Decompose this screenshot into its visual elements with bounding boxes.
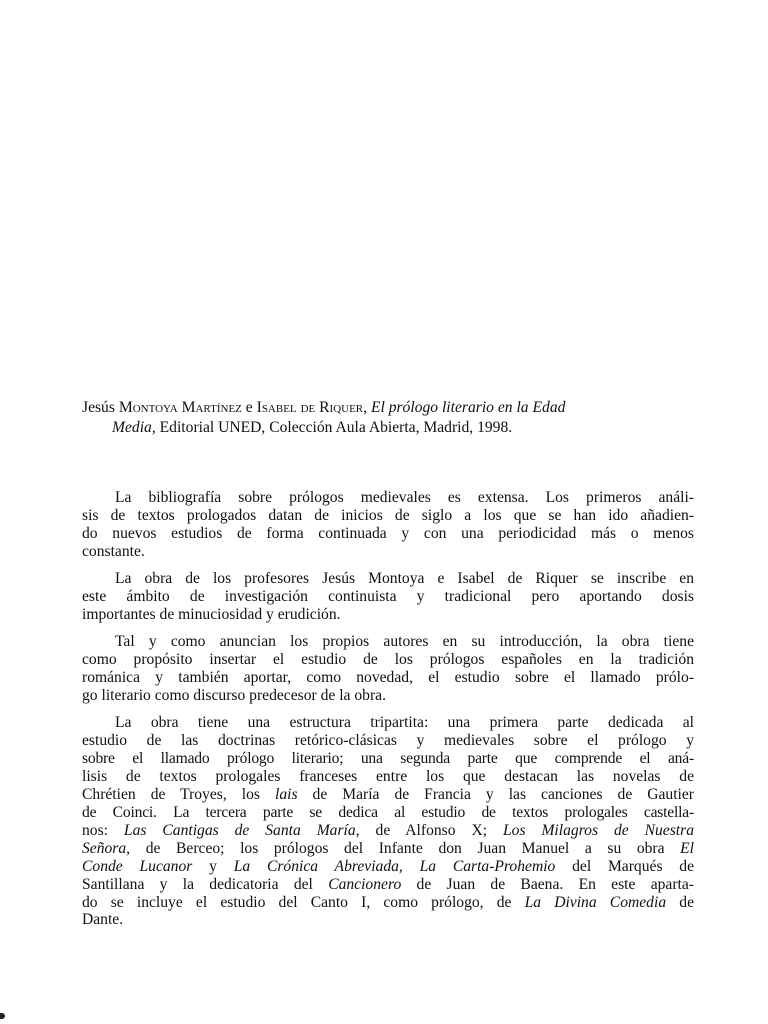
- text-segment: Chrétien de Troyes, los: [82, 786, 260, 804]
- book-citation: [82, 398, 694, 438]
- paragraph-line: constante.: [82, 542, 145, 560]
- paragraph-line: La obra de los profesores Jesús Montoya e Isabel de Riquer se inscribe en: [115, 570, 694, 588]
- paragraph-line: sobre el llamado prólogo literario; una segunda parte que comprende el aná-: [82, 750, 694, 768]
- author2-last-name: de Riquer,: [300, 399, 368, 416]
- scan-edge-mark: [0, 1013, 5, 1019]
- paragraph-3: [82, 633, 694, 705]
- work-title: Los Milagros de Nuestra: [502, 821, 694, 839]
- work-title: El: [680, 839, 695, 857]
- review-body: [82, 489, 694, 939]
- text-segment: del Marqués de: [572, 857, 694, 875]
- publisher-info: Editorial UNED, Colección Aula Abierta, Madrid, 1998.: [159, 419, 513, 436]
- text-segment: de: [679, 893, 694, 911]
- text-segment: de Berceo; los prólogos del Infante don Juan Manuel a su obra: [145, 839, 665, 857]
- paragraph-line: de Coinci. La tercera parte se dedica al estudio de textos prologales castella-: [82, 804, 694, 821]
- paragraph-line: go literario como discurso predecesor de la obra.: [82, 687, 386, 705]
- paragraph-line: La bibliografía sobre prólogos medievales es extensa. Los primeros análi-: [115, 489, 694, 506]
- paragraph-line: Tal y como anuncian los propios autores en su introducción, la obra tiene: [115, 633, 694, 651]
- paragraph-line: como propósito insertar el estudio de los prólogos españoles en la tradición: [82, 651, 694, 669]
- paragraph-line: [82, 876, 694, 894]
- citation-line-1: [82, 398, 694, 418]
- paragraph-line: importantes de minuciosidad y erudición.: [82, 605, 341, 623]
- paragraph-4: [82, 714, 694, 929]
- paragraph-1: [82, 489, 694, 561]
- text-segment: de Juan de Baena. En este aparta-: [416, 875, 694, 893]
- text-segment: nos:: [82, 821, 108, 839]
- work-title: Conde Lucanor: [82, 857, 193, 875]
- author-conjunction: e: [245, 399, 253, 416]
- text-segment: de María de Francia y las canciones de Gautier: [312, 786, 694, 804]
- paragraph-line: La obra tiene una estructura tripartita: una primera parte dedicada al: [115, 714, 694, 732]
- work-title: lais: [274, 786, 298, 804]
- citation-line-2: [82, 418, 694, 438]
- paragraph-line: lisis de textos prologales franceses entre los que destacan las novelas de: [82, 768, 694, 786]
- paragraph-line: [82, 822, 694, 840]
- work-title: La Crónica Abreviada, La Carta-Prohemio: [233, 857, 556, 875]
- paragraph-line: sis de textos prologados datan de inicios de siglo a los que se han ido añadien-: [82, 506, 694, 524]
- book-title-part-1: El prólogo literario en la Edad: [370, 399, 566, 416]
- paragraph-line: Dante.: [82, 911, 124, 929]
- author2-first-name: Isabel: [256, 399, 297, 416]
- text-segment: do se incluye el estudio del Canto I, como prólogo, de: [82, 893, 512, 911]
- paragraph-line: [82, 894, 694, 912]
- work-title: Cancionero: [328, 875, 402, 893]
- paragraph-line: [82, 840, 694, 858]
- paragraph-line: do nuevos estudios de forma continuada y con una periodicidad más o menos: [82, 524, 694, 542]
- paragraph-line: este ámbito de investigación continuista y tradicional pero aportando dosis: [82, 588, 694, 606]
- work-title: La Divina Comedia: [524, 893, 667, 911]
- paragraph-line: [82, 786, 694, 804]
- work-title: Señora,: [82, 839, 131, 857]
- paragraph-line: románica y también aportar, como novedad, el estudio sobre el llamado prólo-: [82, 669, 694, 687]
- work-title: Las Cantigas de Santa María,: [123, 821, 360, 839]
- author1-first-name: Jesús: [82, 399, 115, 416]
- paragraph-line: estudio de las doctrinas retórico-clásicas y medievales sobre el prólogo y: [82, 732, 694, 750]
- text-segment: de Alfonso X;: [375, 821, 488, 839]
- paragraph-line: [82, 858, 694, 876]
- author1-last-name: Montoya Martínez: [118, 399, 242, 416]
- paragraph-2: [82, 570, 694, 624]
- book-title-part-2: Media,: [112, 419, 156, 436]
- text-segment: y: [209, 857, 217, 875]
- text-segment: Santillana y la dedicatoria del: [82, 875, 313, 893]
